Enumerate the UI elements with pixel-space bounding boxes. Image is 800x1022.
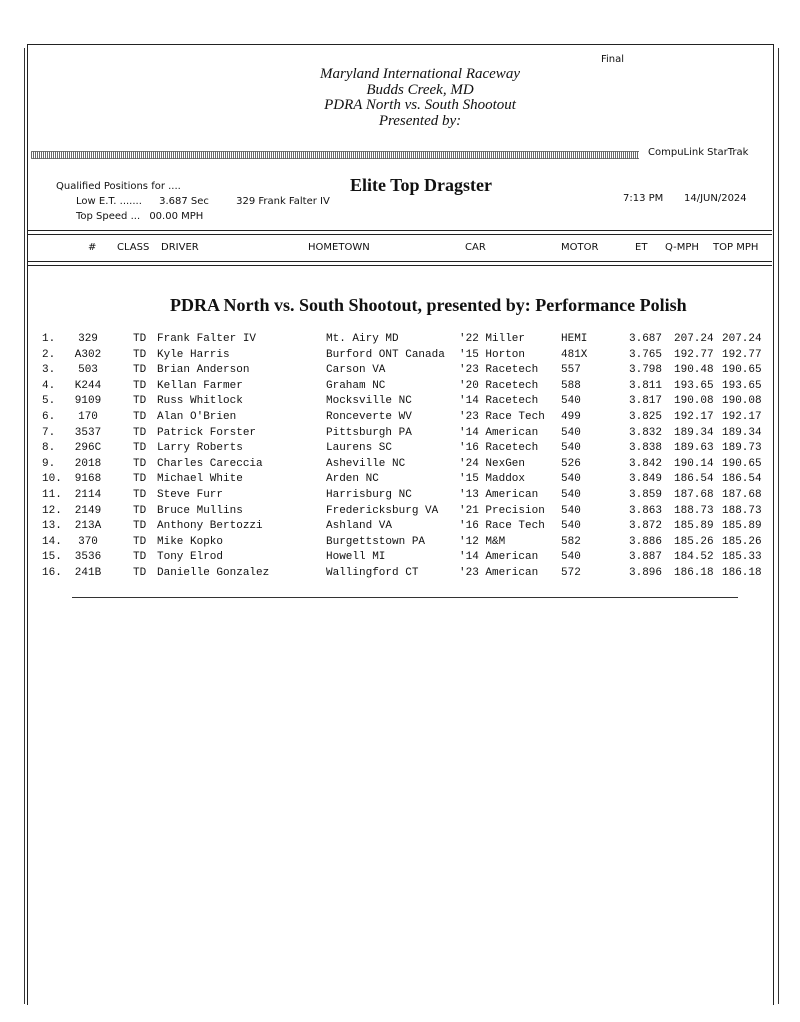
row-car-number: 2114	[74, 488, 102, 501]
row-class: TD	[133, 457, 147, 470]
col-header-motor: MOTOR	[561, 242, 599, 253]
row-hometown: Graham NC	[326, 379, 386, 392]
row-driver: Michael White	[157, 473, 243, 486]
row-driver: Alan O'Brien	[157, 410, 237, 423]
event-name: PDRA North vs. South Shootout	[324, 97, 516, 113]
row-top-mph: 192.17	[722, 410, 762, 423]
row-car-number: 9109	[74, 395, 102, 408]
row-hometown: Harrisburg NC	[326, 488, 412, 501]
row-driver: Patrick Forster	[157, 426, 257, 439]
row-car-number: 3537	[74, 426, 102, 439]
row-position: 15.	[42, 551, 62, 564]
row-position: 14.	[42, 535, 62, 548]
row-position: 4.	[42, 379, 56, 392]
row-car: '23 American	[459, 566, 539, 579]
row-top-mph: 185.89	[722, 520, 762, 533]
row-motor: 540	[561, 442, 581, 455]
table-row	[0, 520, 800, 536]
top-speed-value: 00.00 MPH	[149, 211, 204, 222]
row-qmph: 192.17	[674, 410, 714, 423]
row-car: '12 M&M	[459, 535, 506, 548]
col-header-topmph: TOP MPH	[713, 242, 759, 253]
row-class: TD	[133, 364, 147, 377]
row-driver: Anthony Bertozzi	[157, 520, 263, 533]
row-position: 1.	[42, 333, 56, 345]
row-motor: 499	[561, 410, 581, 423]
row-hometown: Asheville NC	[326, 457, 406, 470]
row-qmph: 186.54	[674, 473, 714, 486]
row-top-mph: 192.77	[722, 348, 762, 361]
header-rule-top	[28, 230, 772, 231]
row-qmph: 187.68	[674, 488, 714, 501]
row-hometown: Mt. Airy MD	[326, 333, 399, 345]
row-hometown: Wallingford CT	[326, 566, 419, 579]
row-driver: Frank Falter IV	[157, 333, 257, 345]
row-car-number: 2149	[74, 504, 102, 517]
row-hometown: Fredericksburg VA	[326, 504, 439, 517]
row-car: '16 Racetech	[459, 442, 539, 455]
row-et: 3.798	[629, 364, 663, 377]
row-top-mph: 190.65	[722, 364, 762, 377]
low-et-driver: 329 Frank Falter IV	[236, 196, 330, 207]
col-header-et: ET	[635, 242, 648, 253]
qualified-label: Qualified Positions for ....	[56, 181, 181, 192]
row-motor: 540	[561, 520, 581, 533]
row-driver: Brian Anderson	[157, 364, 250, 377]
table-row	[0, 473, 800, 489]
row-position: 13.	[42, 520, 62, 533]
table-row	[0, 333, 800, 349]
row-car-number: 213A	[74, 520, 102, 533]
row-car-number: A302	[74, 348, 102, 361]
low-et-label: Low E.T. .......	[76, 196, 142, 207]
presented-by: Presented by:	[378, 112, 462, 129]
row-et: 3.817	[629, 395, 663, 408]
row-car-number: 296C	[74, 442, 102, 455]
row-motor: 582	[561, 535, 581, 548]
low-et-line	[76, 196, 330, 207]
row-position: 16.	[42, 566, 62, 579]
row-position: 3.	[42, 364, 56, 377]
row-car: '16 Race Tech	[459, 520, 545, 533]
table-end-rule	[72, 597, 738, 598]
row-top-mph: 187.68	[722, 488, 762, 501]
row-car: '22 Miller	[459, 333, 526, 345]
row-car-number: 2018	[74, 457, 102, 470]
table-row	[0, 349, 800, 365]
row-position: 7.	[42, 426, 56, 439]
row-driver: Russ Whitlock	[157, 395, 243, 408]
row-position: 6.	[42, 410, 56, 423]
row-class: TD	[133, 551, 147, 564]
col-header-driver: DRIVER	[161, 242, 199, 253]
row-et: 3.886	[629, 535, 663, 548]
row-car-number: 503	[78, 364, 98, 377]
row-et: 3.859	[629, 488, 663, 501]
row-car-number: 241B	[74, 566, 102, 579]
row-motor: 588	[561, 379, 581, 392]
row-et: 3.863	[629, 504, 663, 517]
row-qmph: 186.18	[674, 566, 714, 579]
report-time: 7:13 PM	[623, 193, 664, 204]
row-car: '23 Race Tech	[459, 410, 545, 423]
row-class: TD	[133, 410, 147, 423]
row-motor: 540	[561, 395, 581, 408]
table-row	[0, 505, 800, 521]
row-hometown: Burgettstown PA	[326, 535, 426, 548]
row-car: '14 Racetech	[459, 395, 539, 408]
dotted-divider	[31, 151, 639, 159]
row-driver: Bruce Mullins	[157, 504, 243, 517]
status-label: Final	[601, 54, 625, 65]
table-row	[0, 536, 800, 552]
row-position: 8.	[42, 442, 56, 455]
row-class: TD	[133, 488, 147, 501]
row-driver: Larry Roberts	[157, 442, 243, 455]
row-motor: 540	[561, 426, 581, 439]
row-position: 9.	[42, 457, 56, 470]
table-row	[0, 442, 800, 458]
row-class: TD	[133, 473, 147, 486]
track-location: Budds Creek, MD	[366, 81, 474, 98]
table-row	[0, 427, 800, 443]
row-car: '14 American	[459, 551, 539, 564]
row-motor: 540	[561, 504, 581, 517]
row-car: '15 Horton	[459, 348, 526, 361]
row-qmph: 190.48	[674, 364, 714, 377]
row-car: '14 American	[459, 426, 539, 439]
table-row	[0, 551, 800, 567]
row-position: 12.	[42, 504, 62, 517]
row-class: TD	[133, 535, 147, 548]
row-top-mph: 185.33	[722, 551, 762, 564]
table-row	[0, 567, 800, 583]
row-qmph: 192.77	[674, 348, 714, 361]
table-row	[0, 458, 800, 474]
row-top-mph: 188.73	[722, 504, 762, 517]
row-top-mph: 185.26	[722, 535, 762, 548]
row-qmph: 188.73	[674, 504, 714, 517]
header-rule-bottom	[28, 261, 772, 262]
row-car-number: 329	[78, 333, 98, 345]
row-qmph: 189.63	[674, 442, 714, 455]
col-header-qmph: Q-MPH	[665, 242, 699, 253]
row-class: TD	[133, 504, 147, 517]
row-car-number: 370	[78, 535, 98, 548]
row-position: 5.	[42, 395, 56, 408]
row-car: '15 Maddox	[459, 473, 526, 486]
row-class: TD	[133, 426, 147, 439]
row-et: 3.832	[629, 426, 663, 439]
row-motor: 526	[561, 457, 581, 470]
row-class: TD	[133, 520, 147, 533]
row-qmph: 189.34	[674, 426, 714, 439]
row-driver: Kyle Harris	[157, 348, 230, 361]
row-top-mph: 189.34	[722, 426, 762, 439]
row-et: 3.838	[629, 442, 663, 455]
col-header-car: CAR	[465, 242, 486, 253]
track-name: Maryland International Raceway	[320, 66, 520, 82]
row-qmph: 190.08	[674, 395, 714, 408]
row-driver: Charles Careccia	[157, 457, 263, 470]
header-rule-top-2	[28, 234, 772, 235]
row-hometown: Burford ONT Canada	[326, 348, 445, 361]
row-driver: Danielle Gonzalez	[157, 566, 270, 579]
row-qmph: 184.52	[674, 551, 714, 564]
col-header-class: CLASS	[117, 242, 150, 253]
row-car: '13 American	[459, 488, 539, 501]
row-et: 3.896	[629, 566, 663, 579]
row-car: '24 NexGen	[459, 457, 526, 470]
row-top-mph: 190.65	[722, 457, 762, 470]
row-qmph: 193.65	[674, 379, 714, 392]
row-et: 3.849	[629, 473, 663, 486]
row-class: TD	[133, 379, 147, 392]
row-car-number: K244	[74, 379, 102, 392]
table-row	[0, 395, 800, 411]
row-et: 3.872	[629, 520, 663, 533]
row-car: '23 Racetech	[459, 364, 539, 377]
row-top-mph: 207.24	[722, 333, 762, 345]
table-row	[0, 364, 800, 380]
row-motor: 481X	[561, 348, 588, 361]
row-class: TD	[133, 333, 147, 345]
row-et: 3.842	[629, 457, 663, 470]
row-qmph: 185.89	[674, 520, 714, 533]
table-row	[0, 489, 800, 505]
event-title: PDRA North vs. South Shootout, presented by: Performance Polish	[170, 295, 687, 315]
row-hometown: Ashland VA	[326, 520, 393, 533]
col-header-num: #	[88, 242, 97, 253]
row-car-number: 170	[78, 410, 98, 423]
row-et: 3.687	[629, 333, 663, 345]
row-motor: 540	[561, 551, 581, 564]
results-table	[0, 333, 800, 583]
col-header-hometown: HOMETOWN	[308, 242, 370, 253]
row-hometown: Arden NC	[326, 473, 379, 486]
row-car-number: 9168	[74, 473, 102, 486]
header-rule-bottom-2	[28, 265, 772, 266]
row-hometown: Howell MI	[326, 551, 386, 564]
row-position: 11.	[42, 488, 62, 501]
row-position: 2.	[42, 348, 56, 361]
top-speed-line	[76, 211, 203, 222]
row-driver: Tony Elrod	[157, 551, 224, 564]
row-hometown: Pittsburgh PA	[326, 426, 412, 439]
row-car: '21 Precision	[459, 504, 545, 517]
row-qmph: 190.14	[674, 457, 714, 470]
row-qmph: 207.24	[674, 333, 714, 345]
row-car-number: 3536	[74, 551, 102, 564]
row-position: 10.	[42, 473, 62, 486]
row-top-mph: 189.73	[722, 442, 762, 455]
low-et-value: 3.687 Sec	[159, 196, 209, 207]
row-qmph: 185.26	[674, 535, 714, 548]
software-label: CompuLink StarTrak	[648, 147, 749, 158]
row-driver: Mike Kopko	[157, 535, 224, 548]
report-date: 14/JUN/2024	[684, 193, 747, 204]
table-row	[0, 380, 800, 396]
row-et: 3.811	[629, 379, 663, 392]
row-motor: HEMI	[561, 333, 588, 345]
class-title: Elite Top Dragster	[350, 175, 492, 195]
table-row	[0, 411, 800, 427]
row-top-mph: 193.65	[722, 379, 762, 392]
row-et: 3.765	[629, 348, 663, 361]
row-class: TD	[133, 395, 147, 408]
row-motor: 572	[561, 566, 581, 579]
top-speed-label: Top Speed ...	[76, 211, 141, 222]
row-motor: 557	[561, 364, 581, 377]
row-hometown: Ronceverte WV	[326, 410, 412, 423]
row-motor: 540	[561, 488, 581, 501]
row-driver: Kellan Farmer	[157, 379, 243, 392]
row-driver: Steve Furr	[157, 488, 224, 501]
row-top-mph: 186.18	[722, 566, 762, 579]
row-class: TD	[133, 348, 147, 361]
row-et: 3.887	[629, 551, 663, 564]
track-header	[270, 67, 570, 129]
row-motor: 540	[561, 473, 581, 486]
row-class: TD	[133, 566, 147, 579]
row-car: '20 Racetech	[459, 379, 539, 392]
row-top-mph: 190.08	[722, 395, 762, 408]
row-et: 3.825	[629, 410, 663, 423]
row-top-mph: 186.54	[722, 473, 762, 486]
row-class: TD	[133, 442, 147, 455]
row-hometown: Laurens SC	[326, 442, 393, 455]
row-hometown: Carson VA	[326, 364, 386, 377]
row-hometown: Mocksville NC	[326, 395, 412, 408]
